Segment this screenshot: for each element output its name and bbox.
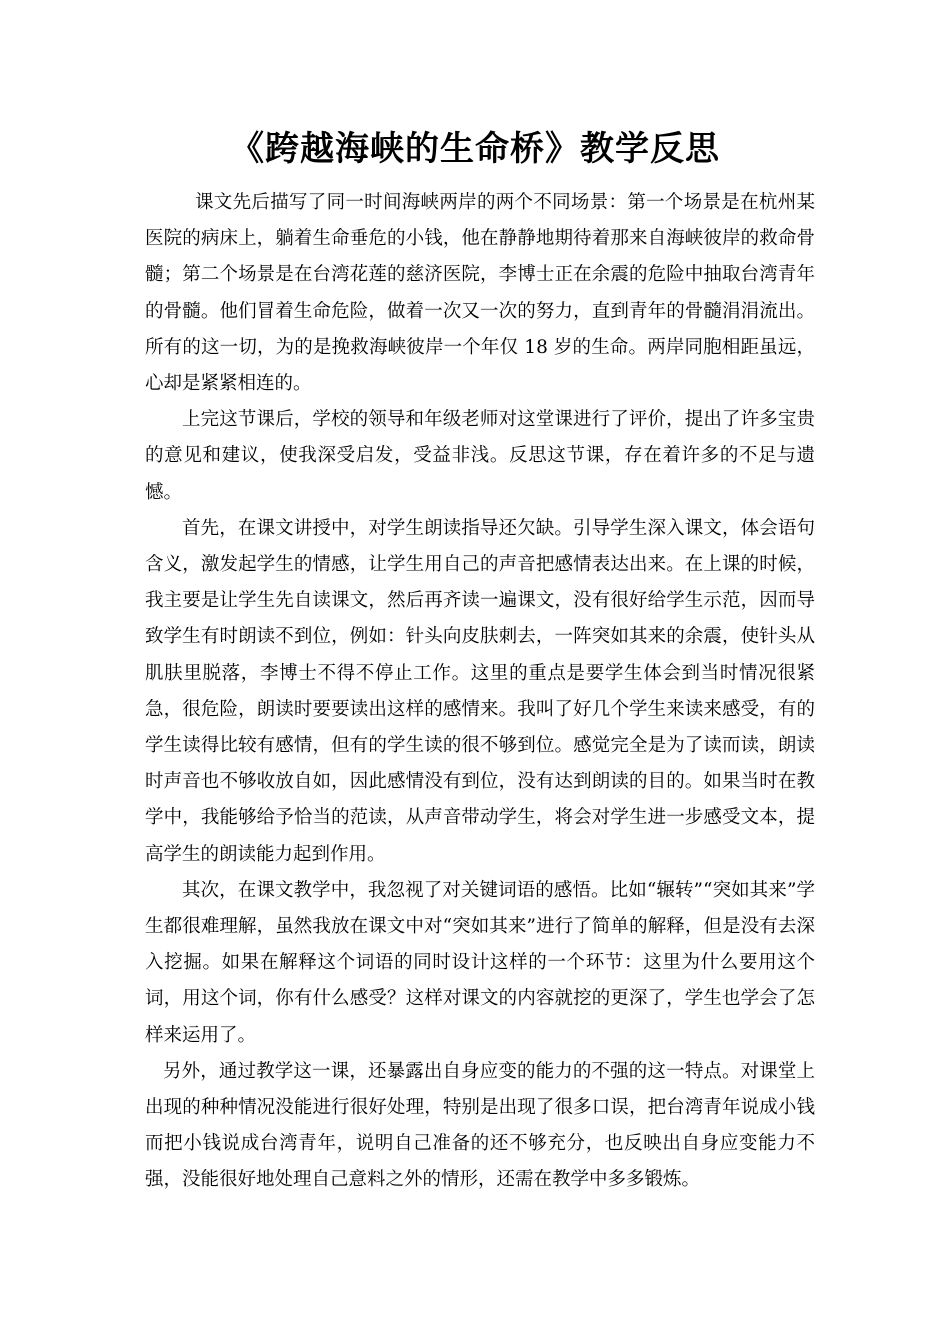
paragraph-2: 上完这节课后，学校的领导和年级老师对这堂课进行了评价，提出了许多宝贵的意见和建议，使我深受启发，受益非浅。反思这节课，存在着许多的不足与遗憾。 [145,409,815,503]
paragraph-1: 课文先后描写了同一时间海峡两岸的两个不同场景：第一个场景是在杭州某医院的病床上，躺着生命垂危的小钱，他在静静地期待着那来自海峡彼岸的救命骨髓；第二个场景是在台湾花莲的慈济医院，李博士正在余震的危险中抽取台湾青年的骨髓。他们冒着生命危险，做着一次又一次的努力，直到青年的骨髓涓涓流出。所有的这一切，为的是挽救海峡彼岸一个年仅 18 岁的生命。两岸同胞相距虽远，心却是紧紧相连的。 [145,192,815,395]
paragraph-3: 首先，在课文讲授中，对学生朗读指导还欠缺。引导学生深入课文，体会语句含义，激发起学生的情感，让学生用自己的声音把感情表达出来。在上课的时候，我主要是让学生先自读课文，然后再齐读一遍课文，没有很好给学生示范，因而导致学生有时朗读不到位，例如：针头向皮肤刺去，一阵突如其来的余震，使针头从肌肤里脱落，李博士不得不停止工作。这里的重点是要学生体会到当时情况很紧急，很危险，朗读时要要读出这样的感情来。我叫了好几个学生来读来感受，有的学生读得比较有感情，但有的学生读的很不够到位。感觉完全是为了读而读，朗读时声音也不够收放自如，因此感情没有到位，没有达到朗读的目的。如果当时在教学中，我能够给予恰当的范读，从声音带动学生，将会对学生进一步感受文本，提高学生的朗读能力起到作用。 [145,517,815,865]
paragraph-5: 另外，通过教学这一课，还暴露出自身应变的能力的不强的这一特点。对课堂上出现的种种情况没能进行很好处理，特别是出现了很多口误，把台湾青年说成小钱而把小钱说成台湾青年，说明自己准备的还不够充分，也反映出自身应变能力不强，没能很好地处理自己意料之外的情形，还需在教学中多多锻炼。 [145,1060,815,1191]
document-body [145,185,815,1199]
paragraph-4: 其次，在课文教学中，我忽视了对关键词语的感悟。比如“辗转”“突如其来”学生都很难理解，虽然我放在课文中对“突如其来”进行了简单的解释，但是没有去深入挖掘。如果在解释这个词语的同时设计这样的一个环节：这里为什么要用这个词，用这个词，你有什么感受？这样对课文的内容就挖的更深了，学生也学会了怎样来运用了。 [145,879,815,1046]
page-title: 《跨越海峡的生命桥》教学反思 [230,129,720,169]
